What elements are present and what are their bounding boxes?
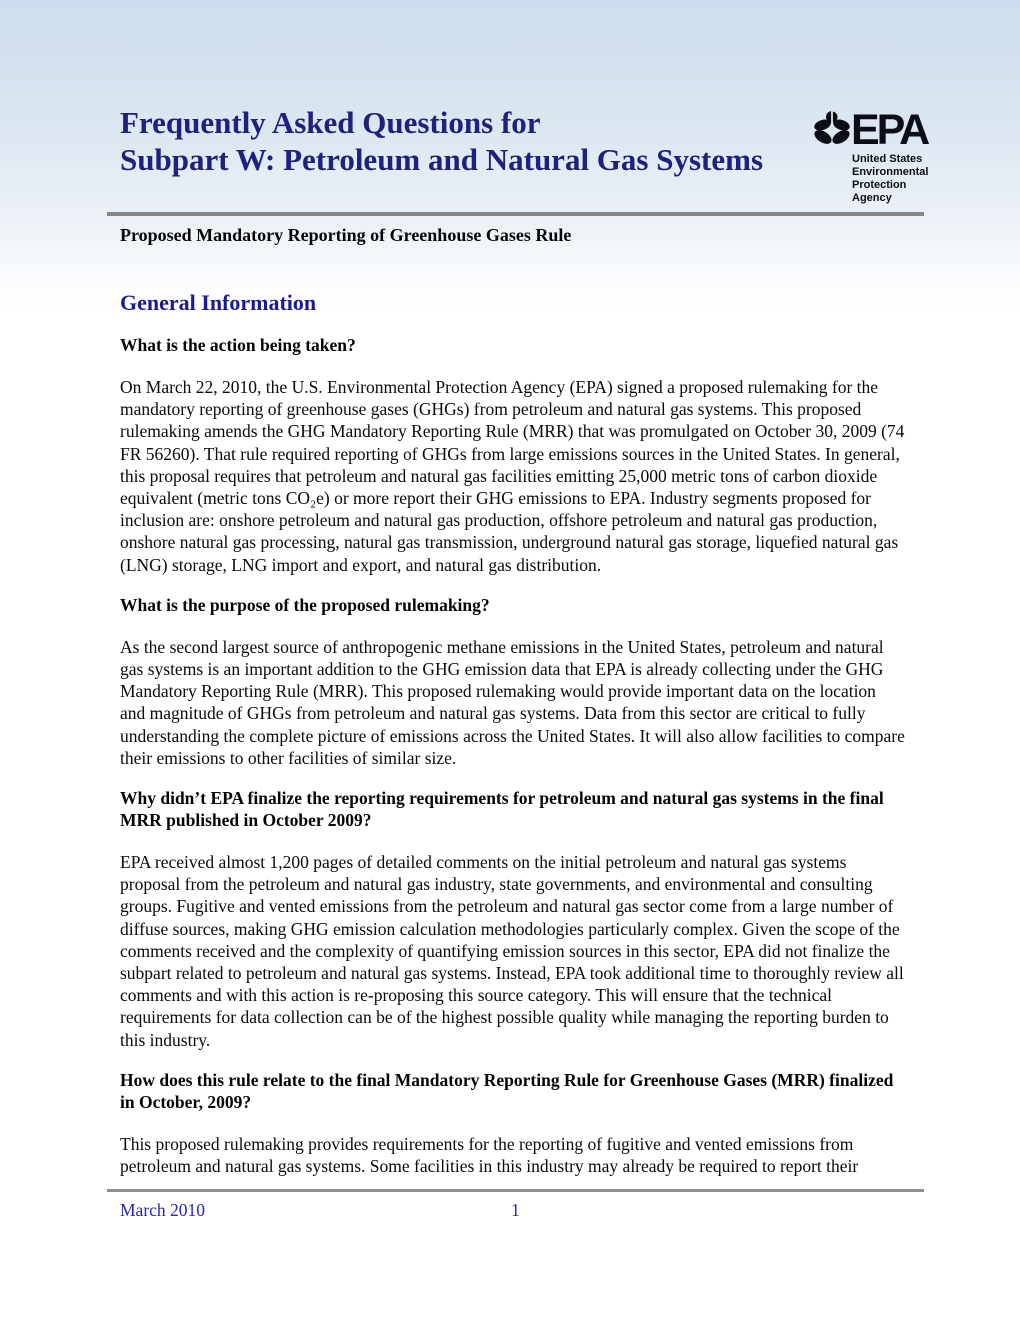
page-footer [107,1189,924,1221]
page-title [120,104,763,178]
epa-tagline [852,153,965,205]
title-line-1: Frequently Asked Questions for [120,105,541,140]
answer-paragraph: On March 22, 2010, the U.S. Environmental Protection Agency (EPA) signed a proposed rulemaking for the mandatory reporting of greenhouse gases (GHGs) from petroleum and natural gas systems. This proposed rulemaking amends the GHG Mandatory Reporting Rule (MRR) that was promulgated on October 30, 2009 (74 FR 56260). That rule required reporting of GHGs from large emissions sources in the United States. In general, this proposal requires that petroleum and natural gas facilities emitting 25,000 metric tons of carbon dioxide equivalent (metric tons CO₂e) or more report their GHG emissions to EPA. Industry segments proposed for inclusion are: onshore petroleum and natural gas production, offshore petroleum and natural gas production, onshore natural gas processing, natural gas transmission, underground natural gas storage, liquefied natural gas (LNG) storage, LNG import and export, and natural gas distribution. [120,377,905,575]
epa-wordmark: EPA [851,106,928,154]
epa-flower-icon [813,110,851,152]
question-heading: What is the action being taken? [120,335,356,355]
footer-page-number: 1 [511,1200,520,1220]
answer-paragraph: This proposed rulemaking provides requirements for the reporting of fugitive and vented emissions from petroleum and natural gas systems. Some facilities in this industry may already be required to report their [120,1133,859,1177]
qa-block [0,787,1020,1051]
footer-divider [107,1189,924,1192]
question-heading: Why didn’t EPA finalize the reporting requirements for petroleum and natural gas systems in the final MRR published in October 2009? [120,788,884,831]
answer-paragraph: EPA received almost 1,200 pages of detailed comments on the initial petroleum and natural gas systems proposal from the petroleum and natural gas industry, state governments, and environmental and consulting groups. Fugitive and vented emissions from the petroleum and natural gas sector come from a large number of diffuse sources, making GHG emission calculation methodologies particularly complex. Given the scope of the comments received and the complexity of quantifying emission sources in this sector, EPA did not finalize the subpart related to petroleum and natural gas systems. Instead, EPA took additional time to thoroughly review all comments and with this action is re-proposing this source category. This will ensure that the technical requirements for data collection can be of the highest possible quality while managing the reporting burden to this industry. [120,852,904,1050]
footer-row [107,1200,924,1221]
epa-tagline-line-2: Environmental Protection [852,166,929,191]
epa-logo [813,106,965,205]
question-heading: How does this rule relate to the final Mandatory Reporting Rule for Greenhouse Gases (MRR) finalized in October, 2009? [120,1069,894,1112]
document-subtitle: Proposed Mandatory Reporting of Greenhouse Gases Rule [120,225,572,245]
title-line-2: Subpart W: Petroleum and Natural Gas Systems [120,142,764,177]
epa-tagline-line-1: United States [852,153,923,165]
qa-block [0,334,1020,576]
epa-tagline-line-3: Agency [852,192,892,204]
section-heading: General Information [120,290,317,315]
answer-paragraph: As the second largest source of anthropogenic methane emissions in the United States, petroleum and natural gas systems is an important addition to the GHG emission data that EPA is already collecting under the GHG Mandatory Reporting Rule (MRR). This proposed rulemaking would provide important data on the location and magnitude of GHGs from petroleum and natural gas systems. Data from this sector are critical to fully understanding the complete picture of emissions across the United States. It will also allow facilities to compare their emissions to other facilities of similar size. [120,636,905,768]
epa-logo-row [813,106,965,154]
document-header [0,0,1020,205]
qa-block [0,594,1020,769]
question-heading: What is the purpose of the proposed rulemaking? [120,594,490,615]
qa-block [0,1069,1020,1177]
footer-date: March 2010 [120,1200,206,1220]
header-divider [107,212,924,216]
